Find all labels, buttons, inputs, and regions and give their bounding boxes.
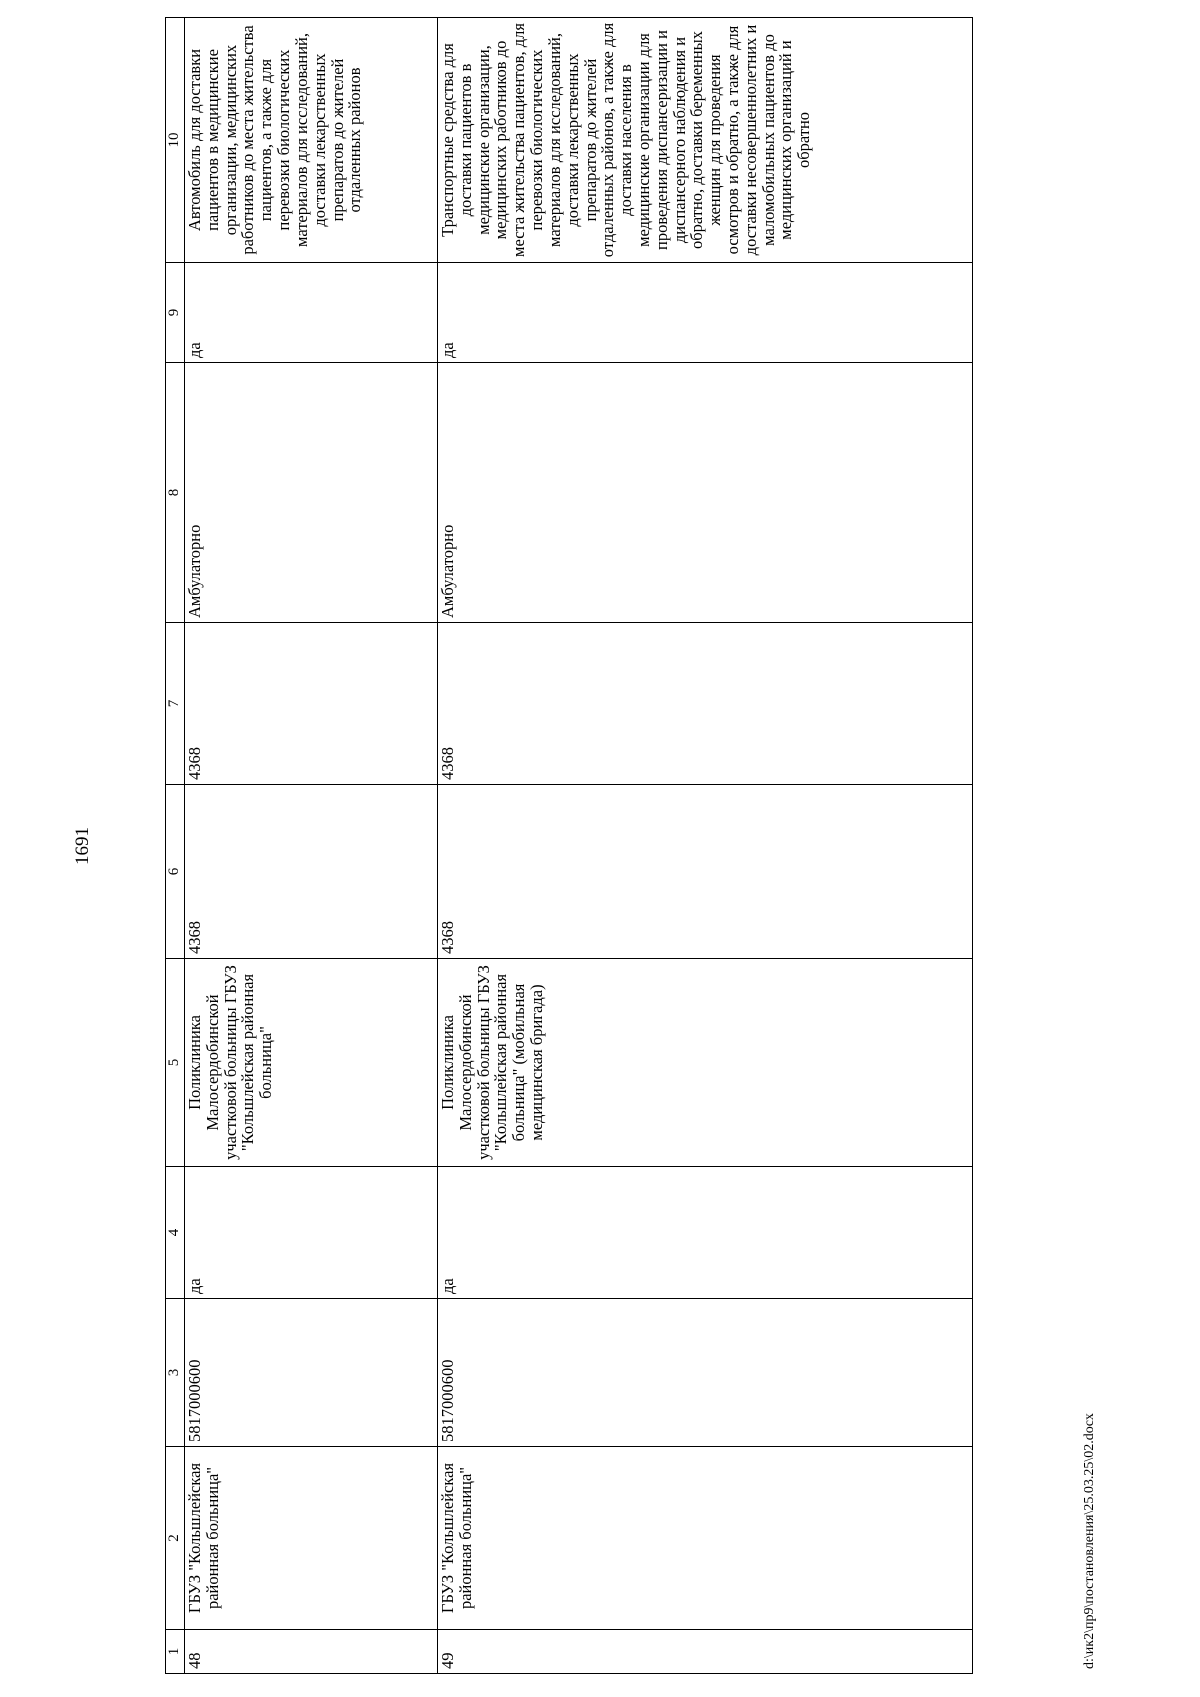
header-col-10: 10 [166,18,185,263]
subdivision-cell: Поликлиника Малосердобинской участковой больницы ГБУЗ "Кольшлейская районная больница" [185,959,438,1167]
header-col-3: 3 [166,1299,185,1447]
header-col-6: 6 [166,785,185,959]
row-number-cell: 49 [438,1630,973,1674]
flag-cell: да [438,263,973,363]
header-col-2: 2 [166,1447,185,1630]
description-cell: Автомобиль для доставки пациентов в медицинские организации, медицинских работников до места жительства пациентов, а также для перевозки биологических материалов для исследований, доставки лекарственных препаратов до жителей отдаленных районов [185,18,438,263]
table-row [438,18,973,1674]
flag-cell: да [185,1167,438,1299]
code-cell: 5817000600 [185,1299,438,1447]
header-col-1: 1 [166,1630,185,1674]
data-table [165,17,973,1674]
value-cell: 4368 [185,623,438,785]
subdivision-cell: Поликлиника Малосердобинской участковой больницы ГБУЗ "Кольшлейская районная больница" (мобильная медицинская бригада) [438,959,973,1167]
flag-cell: да [438,1167,973,1299]
row-number-cell: 48 [185,1630,438,1674]
file-path-footer: d:\ик2\пр9\постановления\25.03.25\02.docx [1082,1413,1097,1669]
header-col-8: 8 [166,363,185,623]
organization-cell: ГБУЗ "Кольшлейская районная больница" [438,1447,973,1630]
organization-cell: ГБУЗ "Кольшлейская районная больница" [185,1447,438,1630]
value-cell: 4368 [438,785,973,959]
flag-cell: да [185,263,438,363]
value-cell: 4368 [438,623,973,785]
header-row [166,18,185,1674]
description-cell: Транспортные средства для доставки пациентов в медицинские организации, медицинских работников до места жительства пациентов, для перевозки биологических материалов для исследований, доставки лекарственных препаратов до жителей отдаленных районов, а также для доставки населения в медицинские организации для проведения диспансеризации и диспансерного наблюдения и обратно, доставки беременных женщин для проведения осмотров и обратно, а также для доставки несовершеннолетних и маломобильных пациентов до медицинских организаций и обратно [438,18,973,263]
value-cell: 4368 [185,785,438,959]
code-cell: 5817000600 [438,1299,973,1447]
page-number: 1691 [72,827,93,865]
header-col-7: 7 [166,623,185,785]
care-type-cell: Амбулаторно [185,363,438,623]
header-col-9: 9 [166,263,185,363]
header-col-5: 5 [166,959,185,1167]
table-row [185,18,438,1674]
care-type-cell: Амбулаторно [438,363,973,623]
header-col-4: 4 [166,1167,185,1299]
